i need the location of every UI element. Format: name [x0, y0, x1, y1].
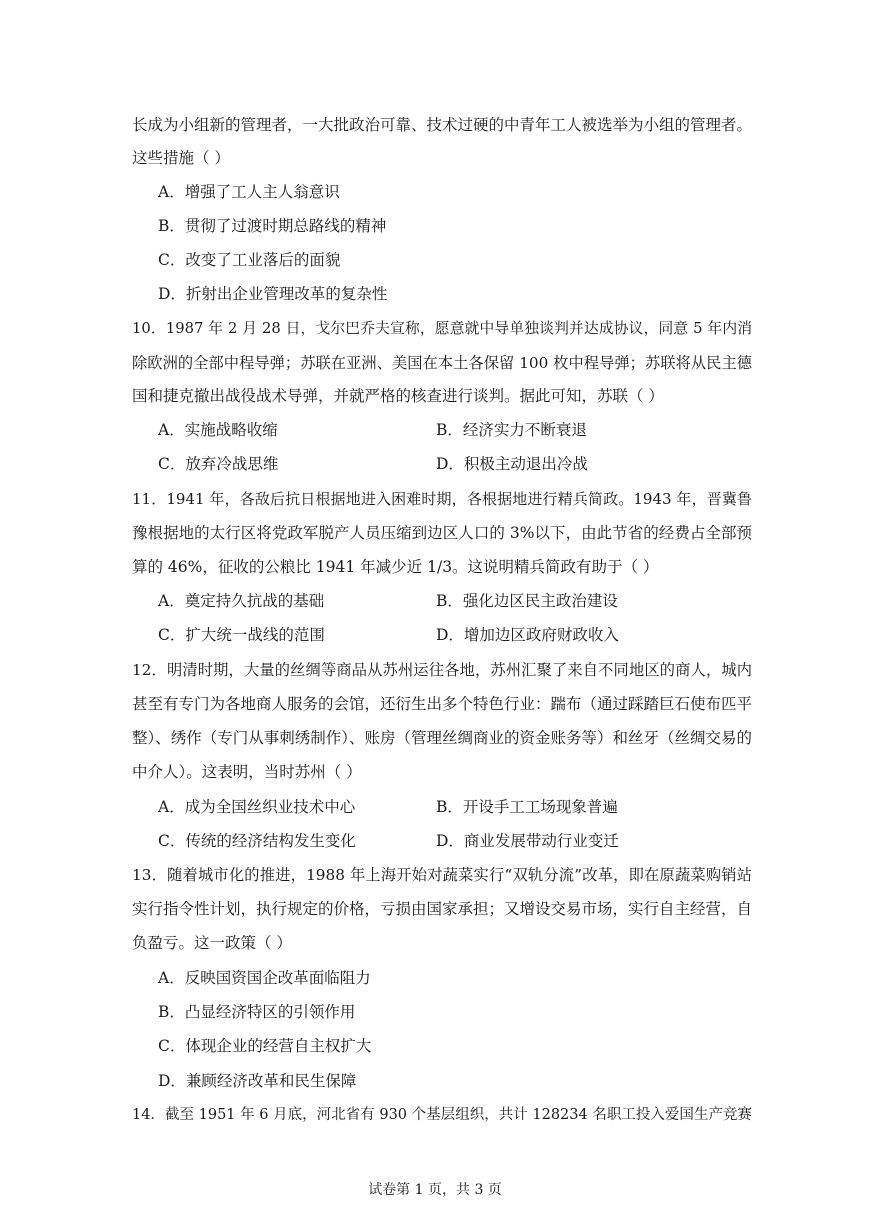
q9-option-a[interactable]: A．增强了工人主人翁意识: [158, 183, 340, 201]
q9-option-d[interactable]: D．折射出企业管理改革的复杂性: [158, 285, 388, 303]
q10-text-line-3: 国和捷克撤出战役战术导弹，并就严格的核查进行谈判。据此可知，苏联（ ）: [132, 387, 664, 405]
q9-option-b[interactable]: B．贯彻了过渡时期总路线的精神: [158, 217, 387, 235]
q10-text-line-1: 10．1987 年 2 月 28 日，戈尔巴乔夫宣称，愿意就中导单独谈判并达成协议，同意 5 年内消: [132, 320, 752, 337]
q13-text-line-2: 实行指令性计划，执行规定的价格，亏损由国家承担；又增设交易市场，实行自主经营，自: [132, 900, 752, 918]
q12-text-line-4: 中介人）。这表明，当时苏州（ ）: [132, 763, 362, 781]
q10-option-b[interactable]: B．经济实力不断衰退: [436, 421, 587, 439]
q10-option-d[interactable]: D．积极主动退出冷战: [436, 455, 588, 473]
q11-option-c[interactable]: C．扩大统一战线的范围: [158, 626, 325, 644]
q11-option-d[interactable]: D．增加边区政府财政收入: [436, 626, 619, 644]
q10-option-c[interactable]: C．放弃冷战思维: [158, 455, 279, 473]
q11-text-line-1: 11．1941 年，各敌后抗日根据地进入困难时期，各根据地进行精兵简政。1943 年，晋冀鲁: [132, 490, 752, 508]
q12-text-line-2: 甚至有专门为各地商人服务的会馆，还衍生出多个特色行业：踹布（通过踩踏巨石使布匹平: [132, 695, 752, 713]
q11-text-line-3: 算的 46%，征收的公粮比 1941 年减少近 1/3。这说明精兵简政有助于（ ）: [132, 558, 659, 576]
q14-text-line-1: 14．截至 1951 年 6 月底，河北省有 930 个基层组织，共计 128234 名职工投入爱国生产竞赛: [132, 1107, 752, 1123]
q12-option-a[interactable]: A．成为全国丝织业技术中心: [158, 798, 356, 816]
q11-text-line-2: 豫根据地的太行区将党政军脱产人员压缩到边区人口的 3%以下，由此节省的经费占全部预: [132, 524, 752, 542]
q13-option-d[interactable]: D．兼顾经济改革和民生保障: [158, 1072, 357, 1090]
q10-text-line-2: 除欧洲的全部中程导弹；苏联在亚洲、美国在本土各保留 100 枚中程导弹；苏联将从民主德: [132, 354, 752, 372]
q9-text-line-1: 长成为小组新的管理者，一大批政治可靠、技术过硬的中青年工人被选举为小组的管理者。: [132, 116, 752, 134]
q10-option-a[interactable]: A．实施战略收缩: [158, 421, 278, 439]
q12-option-b[interactable]: B．开设手工工场现象普遍: [436, 798, 618, 816]
q12-option-d[interactable]: D．商业发展带动行业变迁: [436, 832, 619, 850]
q11-option-a[interactable]: A．奠定持久抗战的基础: [158, 592, 325, 610]
q13-option-a[interactable]: A．反映国资国企改革面临阻力: [158, 969, 371, 987]
q13-text-line-3: 负盈亏。这一政策（ ）: [132, 934, 292, 952]
q11-option-b[interactable]: B．强化边区民主政治建设: [436, 592, 618, 610]
q9-text-line-2: 这些措施（ ）: [132, 149, 230, 167]
page-footer: 试卷第 1 页，共 3 页: [368, 1182, 502, 1198]
q12-text-line-1: 12．明清时期，大量的丝绸等商品从苏州运往各地，苏州汇聚了来自不同地区的商人，城内: [132, 661, 752, 679]
q13-option-c[interactable]: C．体现企业的经营自主权扩大: [158, 1037, 372, 1055]
q9-option-c[interactable]: C．改变了工业落后的面貌: [158, 251, 341, 269]
q13-option-b[interactable]: B．凸显经济特区的引领作用: [158, 1003, 356, 1021]
q12-option-c[interactable]: C．传统的经济结构发生变化: [158, 832, 356, 850]
q13-text-line-1: 13．随着城市化的推进，1988 年上海开始对蔬菜实行“双轨分流”改革，即在原蔬菜购销站: [132, 866, 752, 884]
q12-text-line-3: 整）、绣作（专门从事刺绣制作）、账房（管理丝绸商业的资金账务等）和丝牙（丝绸交易的: [132, 729, 752, 747]
